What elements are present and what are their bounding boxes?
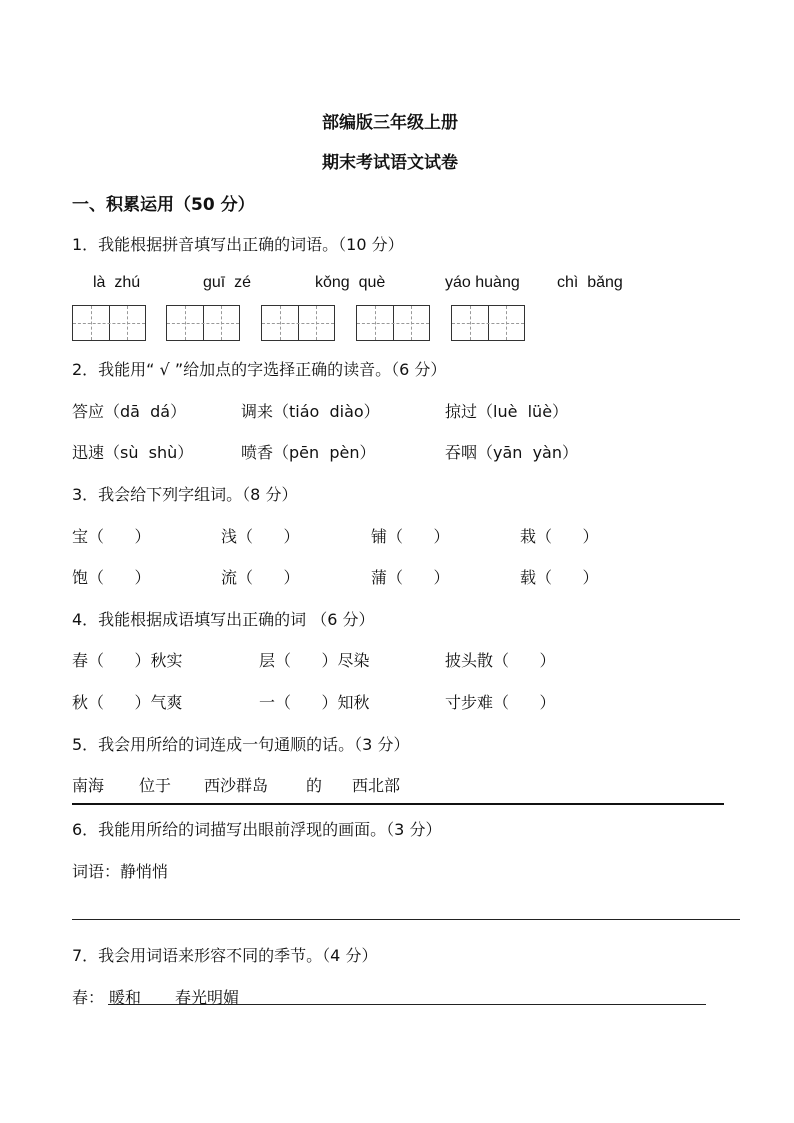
word-blank[interactable]: 饱（ ） xyxy=(72,568,151,587)
word-blank[interactable]: 铺（ ） xyxy=(371,527,450,546)
reading-choice: 喷香（pēn pèn） xyxy=(241,443,376,462)
writing-box-4[interactable] xyxy=(356,305,430,341)
word-blank[interactable]: 栽（ ） xyxy=(520,527,599,546)
word-blank[interactable]: 浅（ ） xyxy=(221,527,300,546)
question-7-prompt: 7．我会用词语来形容不同的季节。（4 分） xyxy=(72,946,378,965)
idiom-blank[interactable]: 一（ ）知秋 xyxy=(259,693,370,712)
word-blank[interactable]: 蒲（ ） xyxy=(371,568,450,587)
season-label-spring: 春： xyxy=(72,988,105,1007)
page-title: 部编版三年级上册 xyxy=(322,113,458,133)
word-token: 西北部 xyxy=(352,776,401,795)
question-4-prompt: 4．我能根据成语填写出正确的词 （6 分） xyxy=(72,610,375,629)
word-blank[interactable]: 载（ ） xyxy=(520,568,599,587)
reading-choice: 答应（dā dá） xyxy=(72,402,187,421)
word-token: 南海 xyxy=(72,776,105,795)
pinyin-2: guī zé xyxy=(203,274,252,291)
season-word: 春光明媚 xyxy=(175,988,240,1007)
word-blank[interactable]: 宝（ ） xyxy=(72,527,151,546)
writing-box-3[interactable] xyxy=(261,305,335,341)
question-3-prompt: 3．我会给下列字组词。（8 分） xyxy=(72,485,298,504)
pinyin-3: kǒng què xyxy=(315,274,386,291)
answer-line-6[interactable] xyxy=(72,919,740,920)
word-token: 位于 xyxy=(139,776,172,795)
pinyin-1: là zhú xyxy=(93,274,141,291)
idiom-blank[interactable]: 层（ ）尽染 xyxy=(259,651,370,670)
question-5-prompt: 5．我会用所给的词连成一句通顺的话。（3 分） xyxy=(72,735,410,754)
reading-choice: 迅速（sù shù） xyxy=(72,443,194,462)
idiom-blank[interactable]: 寸步难（ ） xyxy=(445,693,556,712)
idiom-blank[interactable]: 春（ ）秋实 xyxy=(72,651,183,670)
idiom-blank[interactable]: 秋（ ）气爽 xyxy=(72,693,183,712)
given-word: 词语：静悄悄 xyxy=(72,862,169,881)
question-2-prompt: 2．我能用“ √ ”给加点的字选择正确的读音。（6 分） xyxy=(72,360,447,379)
idiom-blank[interactable]: 披头散（ ） xyxy=(445,651,556,670)
reading-choice: 掠过（luè lüè） xyxy=(445,402,569,421)
page-subtitle: 期末考试语文试卷 xyxy=(322,153,458,173)
pinyin-4: yáo huàng xyxy=(445,274,520,291)
section-heading: 一、积累运用（50 分） xyxy=(72,195,255,215)
reading-choice: 吞咽（yān yàn） xyxy=(445,443,579,462)
writing-box-2[interactable] xyxy=(166,305,240,341)
answer-line-5[interactable] xyxy=(72,803,724,805)
season-word: 暖和 xyxy=(109,988,142,1007)
question-1-prompt: 1．我能根据拼音填写出正确的词语。（10 分） xyxy=(72,235,404,254)
writing-box-1[interactable] xyxy=(72,305,146,341)
word-blank[interactable]: 流（ ） xyxy=(221,568,300,587)
word-token: 的 xyxy=(306,776,323,795)
word-token: 西沙群岛 xyxy=(204,776,269,795)
question-6-prompt: 6．我能用所给的词描写出眼前浮现的画面。（3 分） xyxy=(72,820,442,839)
pinyin-5: chì bǎng xyxy=(557,274,623,291)
reading-choice: 调来（tiáo diào） xyxy=(241,402,380,421)
answer-line-7[interactable] xyxy=(108,1004,706,1005)
writing-box-5[interactable] xyxy=(451,305,525,341)
